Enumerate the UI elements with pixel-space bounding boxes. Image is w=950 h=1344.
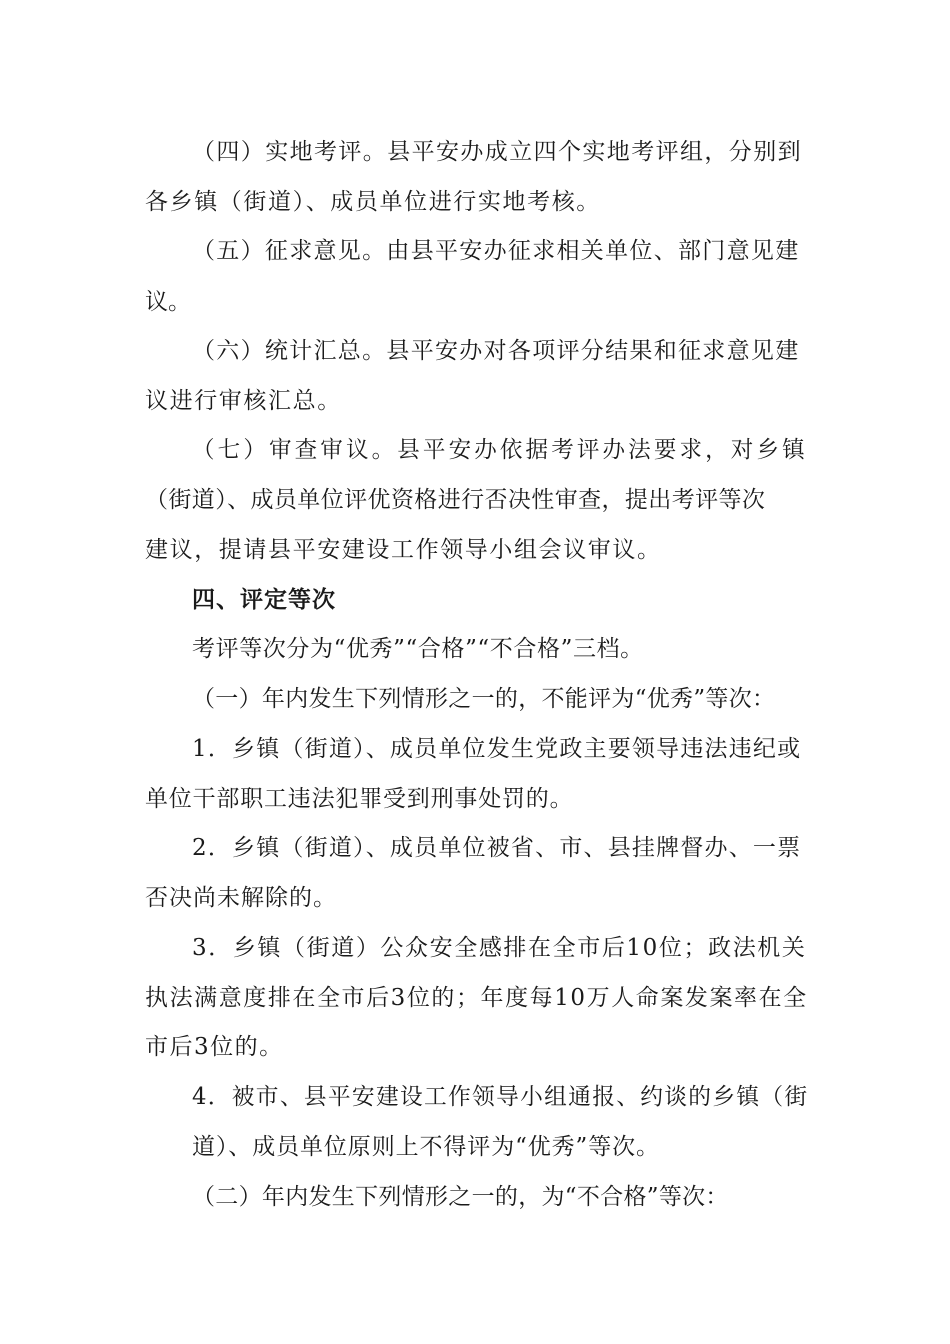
text-line bbox=[0, 284, 950, 320]
text-line-content: 单位干部职工违法犯罪受到刑事处罚的。 bbox=[145, 786, 574, 812]
text-line bbox=[0, 1079, 950, 1115]
text-line-content: 议进行审核汇总。 bbox=[145, 388, 342, 414]
text-line bbox=[0, 333, 950, 369]
text-line bbox=[0, 184, 950, 220]
text-line bbox=[0, 930, 950, 966]
text-line bbox=[0, 482, 950, 518]
text-line-content: 3．乡镇（街道）公众安全感排在全市后10位；政法机关 bbox=[192, 935, 807, 961]
text-line bbox=[0, 1029, 950, 1065]
text-line bbox=[0, 233, 950, 269]
text-line bbox=[0, 532, 950, 568]
text-line bbox=[0, 731, 950, 767]
text-line bbox=[0, 681, 950, 717]
text-line-content: 4．被市、县平安建设工作领导小组通报、约谈的乡镇（街 bbox=[192, 1084, 809, 1110]
text-line-content: 否决尚未解除的。 bbox=[145, 885, 337, 911]
text-line bbox=[0, 1179, 950, 1215]
text-line-content: （七）审查审议。县平安办依据考评办法要求，对乡镇 bbox=[192, 437, 808, 463]
text-line-content: 各乡镇（街道）、成员单位进行实地考核。 bbox=[145, 189, 601, 215]
text-line-content: 考评等次分为“优秀”“合格”“不合格”三档。 bbox=[192, 636, 644, 662]
text-line bbox=[0, 631, 950, 667]
text-line-content: 道）、成员单位原则上不得评为“优秀”等次。 bbox=[192, 1134, 660, 1160]
text-line-content: 1．乡镇（街道）、成员单位发生党政主要领导违法违纪或 bbox=[192, 736, 802, 762]
text-line-content: （六）统计汇总。县平安办对各项评分结果和征求意见建 bbox=[192, 338, 800, 364]
text-line bbox=[0, 830, 950, 866]
text-line bbox=[0, 781, 950, 817]
text-line-content: （五）征求意见。由县平安办征求相关单位、部门意见建 bbox=[192, 238, 800, 264]
section-heading-text: 四、评定等次 bbox=[192, 587, 336, 613]
text-line bbox=[0, 1129, 950, 1165]
text-line-content: 执法满意度排在全市后3位的；年度每10万人命案发案率在全 bbox=[145, 985, 808, 1011]
section-heading bbox=[0, 582, 950, 618]
text-line-content: （一）年内发生下列情形之一的，不能评为“优秀”等次： bbox=[192, 686, 776, 712]
text-line bbox=[0, 134, 950, 170]
text-line-content: （四）实地考评。县平安办成立四个实地考评组，分别到 bbox=[192, 139, 802, 165]
text-line-content: 议。 bbox=[145, 289, 191, 315]
text-line-content: 建议，提请县平安建设工作领导小组会议审议。 bbox=[145, 537, 662, 563]
text-line bbox=[0, 980, 950, 1016]
text-line-content: 市后3位的。 bbox=[145, 1034, 284, 1060]
text-line bbox=[0, 383, 950, 419]
text-line-content: 2．乡镇（街道）、成员单位被省、市、县挂牌督办、一票 bbox=[192, 835, 802, 861]
text-line-content: （街道）、成员单位评优资格进行否决性审查，提出考评等次 bbox=[145, 487, 766, 513]
text-line bbox=[0, 432, 950, 468]
text-line bbox=[0, 880, 950, 916]
text-line-content: （二）年内发生下列情形之一的，为“不合格”等次： bbox=[192, 1184, 729, 1210]
